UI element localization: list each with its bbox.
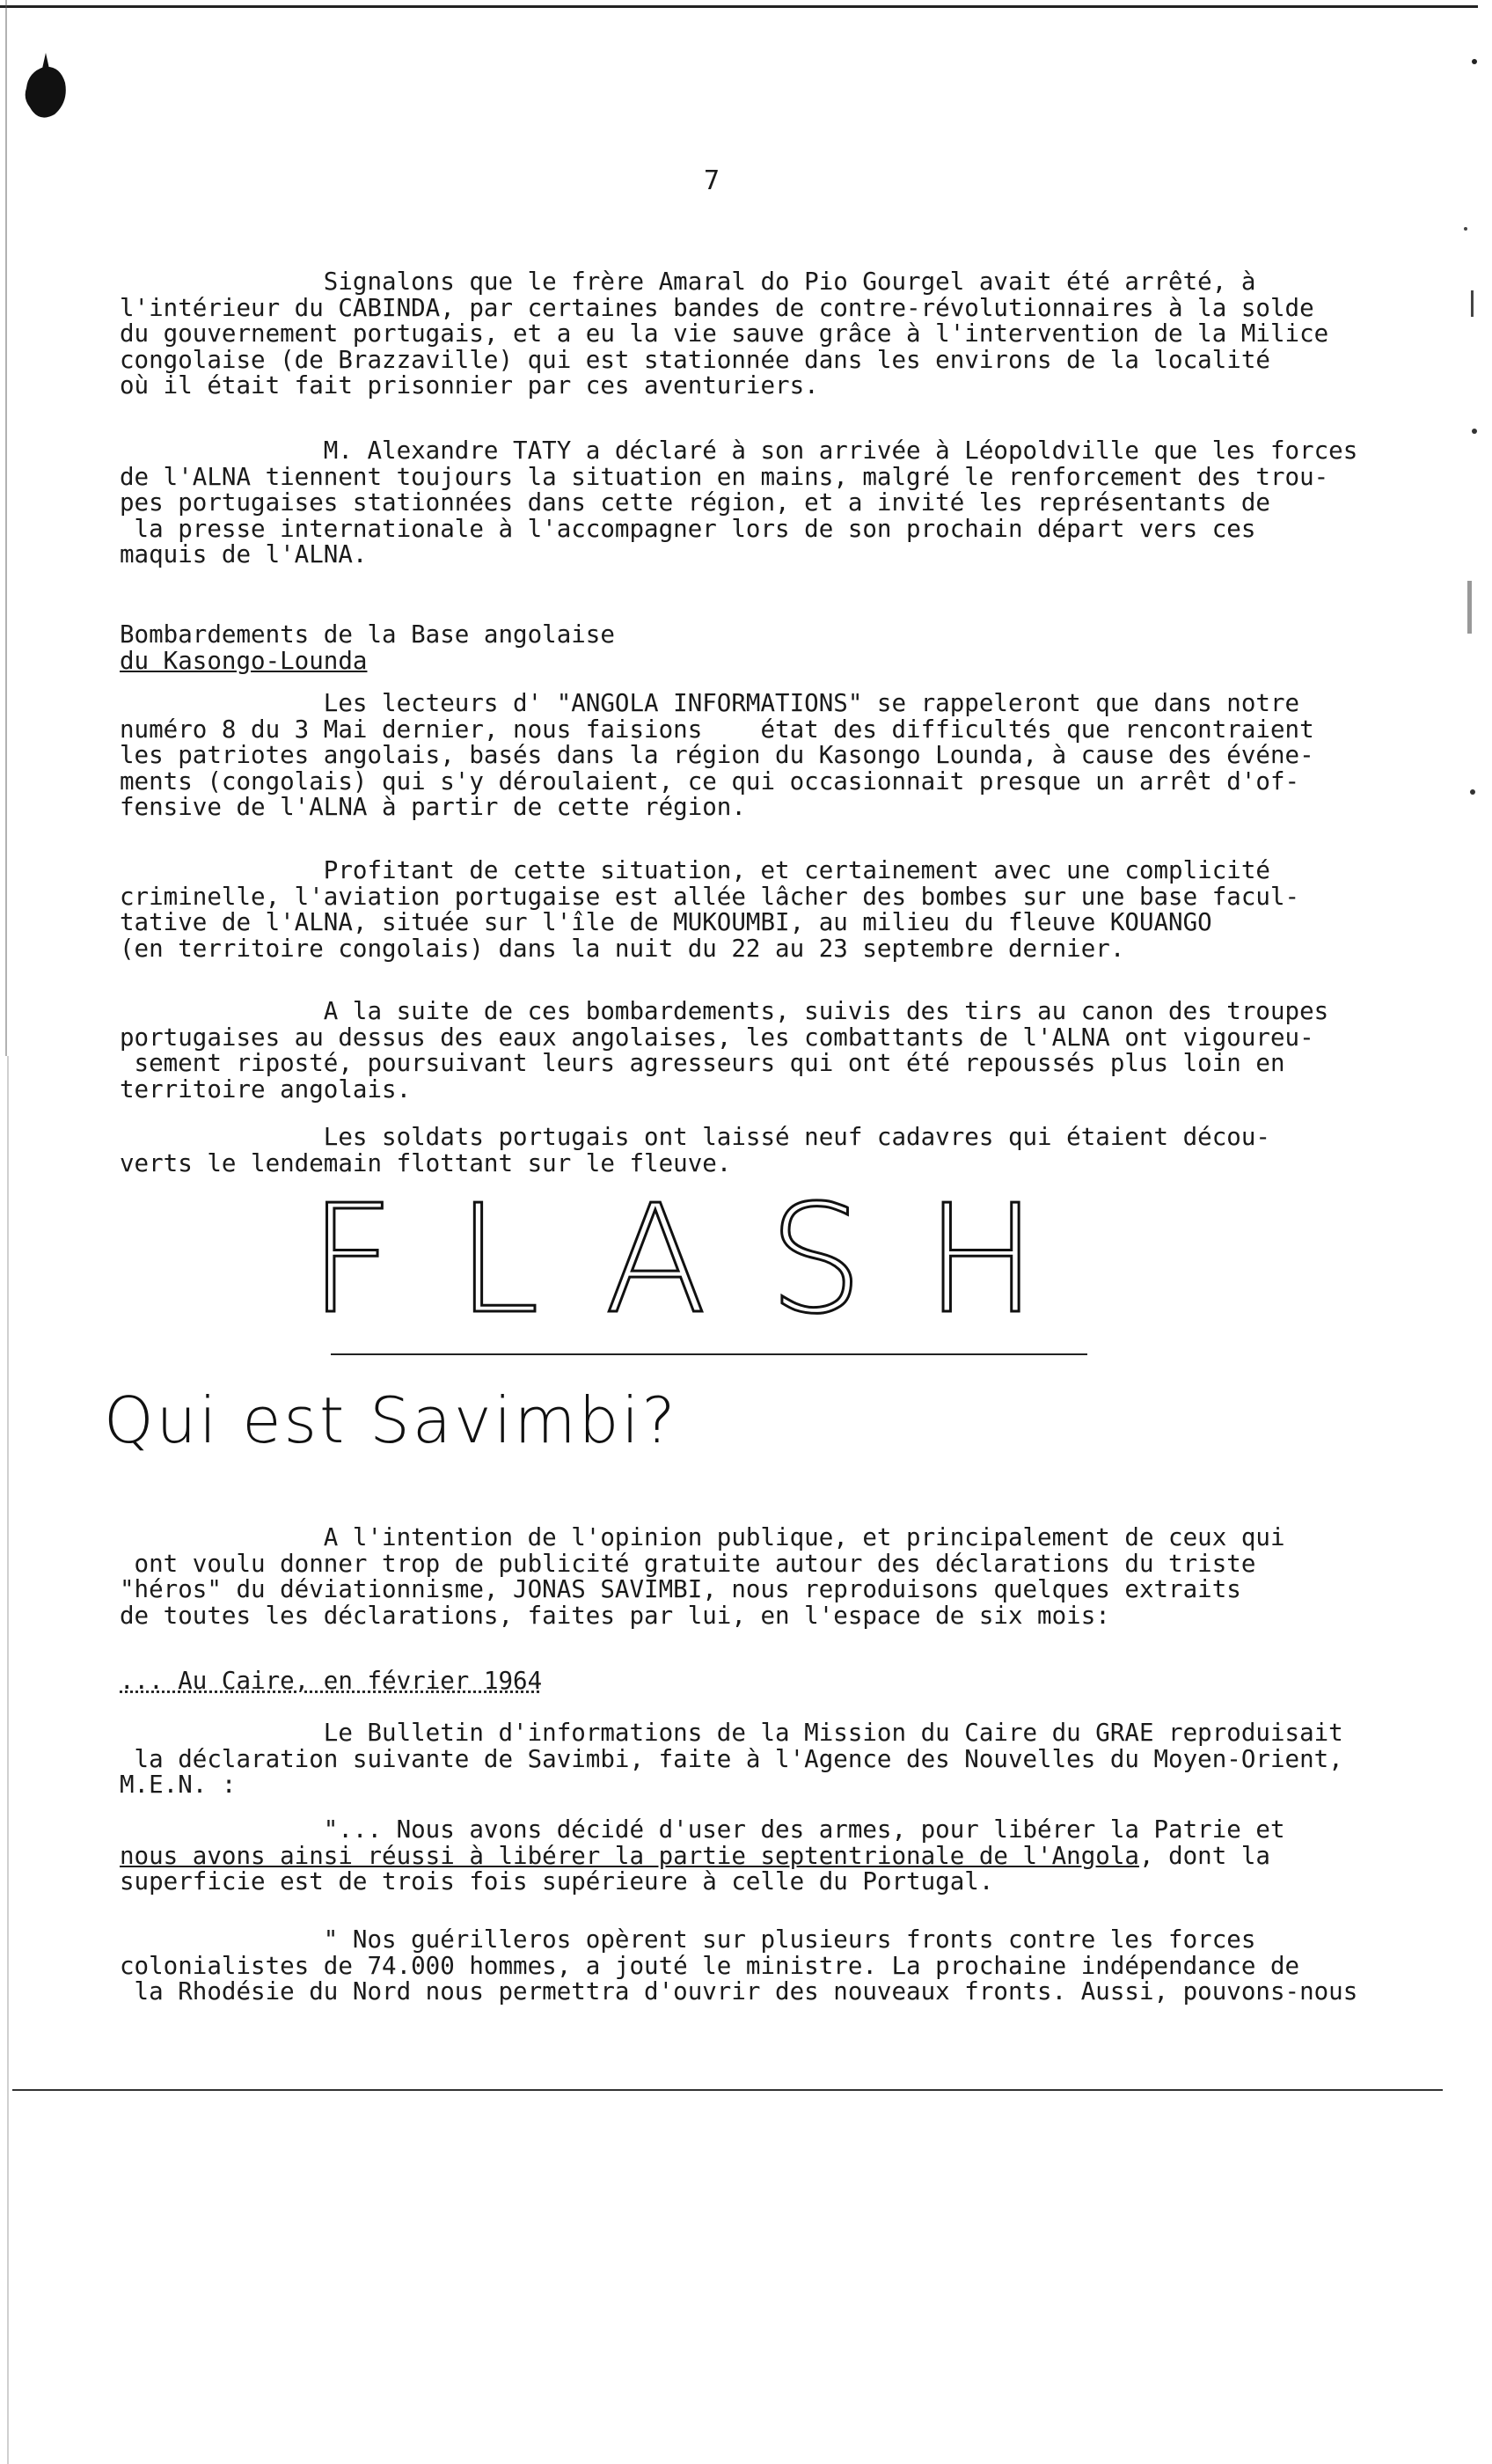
paragraph-profitant: Profitant de cette situation, et certainement avec une complicité criminelle, l'aviation portugaise est allée lâcher des bombes sur une base facul- tative de l'ALNA, située sur l'île de MUKOUMBI, au milieu du fleuve KOUANGO (en territoire congolais) dans la nuit du 22 au 23 septembre dernier. <box>120 856 1300 963</box>
page-border-top <box>0 5 1478 8</box>
section-title-line2: du Kasongo-Lounda <box>120 646 368 675</box>
paragraph-bulletin: Le Bulletin d'informations de la Mission du Caire du GRAE reproduisait la déclaration suivante de Savimbi, faite à l'Agence des Nouvelles du Moyen-Orient, M.E.N. : <box>120 1719 1343 1799</box>
quote-armes <box>120 1817 1404 1896</box>
page-number: 7 <box>704 165 720 196</box>
quote-line2-rest: , dont la <box>1138 1841 1270 1870</box>
paragraph-cabinda: Signalons que le frère Amaral do Pio Gourgel avait été arrêté, à l'intérieur du CABINDA, par certaines bandes de contre-révolutionnaires à la solde du gouvernement portugais, et a eu la vie sauve grâce à l'intervention de la Milice congolaise (de Brazzaville) qui est stationnée dans les environs de la localité où il était fait prisonnier par ces aventuriers. <box>120 268 1329 400</box>
subheading-caire-text: ... Au Caire, en février 1964 <box>120 1667 543 1695</box>
page-border-left <box>5 0 7 1056</box>
quote-guerilleros: " Nos guérilleros opèrent sur plusieurs fronts contre les forces colonialistes de 74.000 hommes, a jouté le ministre. La prochaine indépendance de la Rhodésie du Nord nous permettra d'ouvrir des nouveaux fronts. Aussi, pouvons-nous <box>120 1925 1358 2006</box>
paragraph-soldats: Les soldats portugais ont laissé neuf cadavres qui étaient décou- verts le lendemain flottant sur le fleuve. <box>120 1123 1270 1177</box>
flash-banner <box>308 1190 1100 1322</box>
quote-line2-underlined: nous avons ainsi réussi à libérer la partie septentrionale de l'Angola <box>120 1841 1139 1870</box>
paragraph-taty: M. Alexandre TATY a déclaré à son arrivée à Léopoldville que les forces de l'ALNA tiennent toujours la situation en mains, malgré le renforcement des trou- pes portugaises stationnées dans cette région, et a invité les représentants de la presse internationale à l'accompagner lors de son prochain départ vers ces maquis de l'ALNA. <box>120 436 1358 568</box>
quote-line1: "... Nous avons décidé d'user des armes, pour libérer la Patrie et <box>120 1815 1285 1844</box>
section-title <box>120 622 1404 674</box>
section-title-line1: Bombardements de la Base angolaise <box>120 620 615 649</box>
page-border-left-lower <box>7 1056 9 2464</box>
flash-title: FLASH <box>308 1190 1100 1322</box>
paragraph-intention: A l'intention de l'opinion publique, et principalement de ceux qui ont voulu donner trop de publicité gratuite autour des déclarations du triste "héros" du déviationnisme, JONAS SAVIMBI, nous reproduisons quelques extraits de toutes les déclarations, faites par lui, en l'espace de six mois: <box>120 1523 1285 1630</box>
quote-line3: superficie est de trois fois supérieure à celle du Portugal. <box>120 1867 994 1896</box>
flash-underline <box>331 1353 1087 1355</box>
headline-savimbi: Qui est Savimbi? <box>104 1383 678 1457</box>
subheading-caire <box>120 1667 542 1695</box>
punch-hole-mark <box>19 53 72 127</box>
paragraph-bombardements: A la suite de ces bombardements, suivis des tirs au canon des troupes portugaises au dessus des eaux angolaises, les combattants de l'ALNA ont vigoureu- sement riposté, poursuivant leurs agresseurs qui ont été repoussés plus loin en territoire angolais. <box>120 997 1329 1104</box>
paragraph-lecteurs: Les lecteurs d' "ANGOLA INFORMATIONS" se rappeleront que dans notre numéro 8 du 3 Mai dernier, nous faisions état des difficultés que rencontraient les patriotes angolais, basés dans la région du Kasongo Lounda, à cause des événe- ments (congolais) qui s'y déroulaient, ce qui occasionnait presque un arrêt d'of- fensive de l'ALNA à partir de cette région. <box>120 689 1314 821</box>
page-border-bottom <box>12 2089 1443 2091</box>
scan-noise-specks <box>1413 53 1483 845</box>
